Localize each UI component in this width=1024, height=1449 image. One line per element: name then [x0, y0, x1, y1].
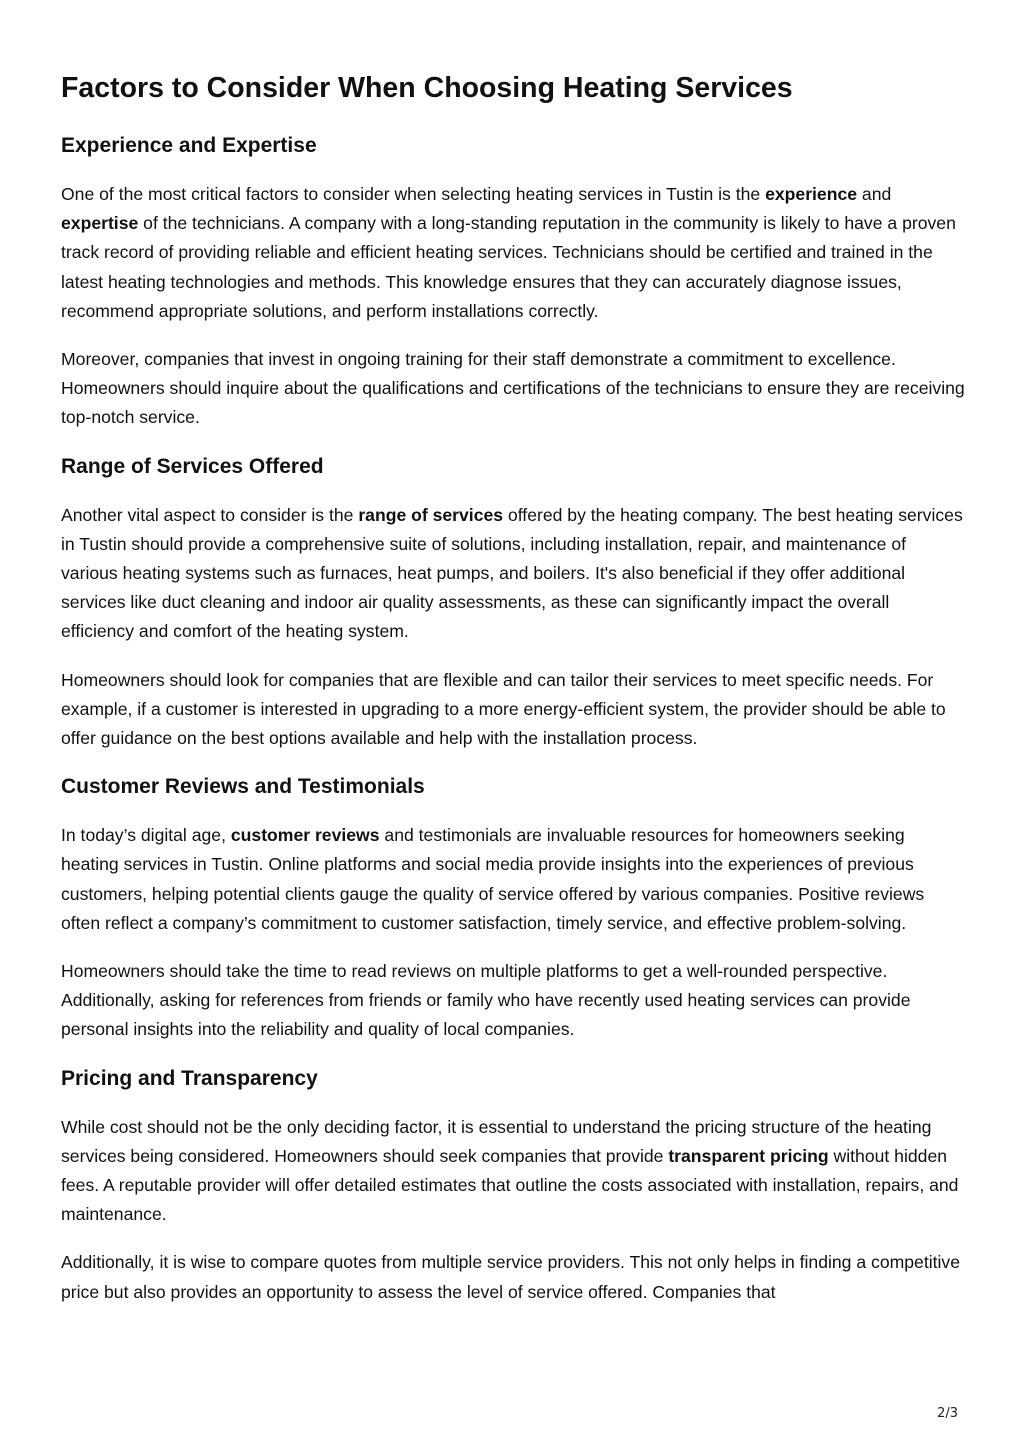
- paragraph: [61, 1113, 966, 1230]
- section-heading: Pricing and Transparency: [61, 1066, 318, 1090]
- bold-text: transparent pricing: [668, 1145, 829, 1166]
- text-run: and: [857, 184, 892, 204]
- paragraph: [61, 345, 966, 433]
- section: [61, 1064, 966, 1307]
- text-run: and testimonials are invaluable resources for homeowners seeking heating services in Tustin. Online platforms and social media provide insights into the experiences of previous customers, helping potential clients gauge the quality of service offered by various companies. Positive reviews often reflect a company’s commitment to customer satisfaction, timely service, and effective problem-solving.: [61, 825, 925, 933]
- bold-text: experience: [765, 184, 858, 204]
- paragraph: [61, 957, 966, 1045]
- text-run: Homeowners should take the time to read reviews on multiple platforms to get a well-rounded perspective. Additionally, asking for references from friends or family who have recently used heating services can provide personal insights into the reliability and quality of local companies.: [61, 961, 911, 1040]
- paragraph: [61, 1248, 966, 1306]
- text-run: of the technicians. A company with a long-standing reputation in the community is likely to have a proven track record of providing reliable and efficient heating services. Technicians should be certified and trained in the latest heating technologies and methods. This knowledge ensures that they can accurately diagnose issues, recommend appropriate solutions, and perform installations correctly.: [61, 213, 956, 321]
- text-run: Another vital aspect to consider is the: [61, 504, 359, 525]
- bold-text: expertise: [61, 213, 139, 234]
- document-title: Factors to Consider When Choosing Heating Services: [61, 72, 793, 104]
- text-run: Moreover, companies that invest in ongoing training for their staff demonstrate a commitment to excellence. Homeowners should inquire about the qualifications and certifications of the technicians to ensure they are receiving top-notch service.: [61, 349, 965, 428]
- section: [61, 452, 966, 754]
- text-run: Homeowners should look for companies that are flexible and can tailor their services to meet specific needs. For example, if a customer is interested in upgrading to a more energy-efficient system, the provider should be able to offer guidance on the best options available and help with the installation process.: [61, 669, 946, 749]
- section: [61, 131, 966, 433]
- bold-text: customer reviews: [230, 825, 380, 846]
- paragraph: [61, 180, 966, 326]
- text-run: offered by the heating company. The best heating services in Tustin should provide a comprehensive suite of solutions, including installation, repair, and maintenance of various heating systems such as furnaces, heat pumps, and boilers. It's also beneficial if they offer additional services like duct cleaning and indoor air quality assessments, as these can significantly impact the overall efficiency and comfort of the heating system.: [61, 504, 963, 642]
- text-run: Additionally, it is wise to compare quotes from multiple service providers. This not only helps in finding a competitive price but also provides an opportunity to assess the level of service offered. Companies that: [61, 1252, 960, 1302]
- section: [61, 772, 966, 1044]
- paragraph: [61, 666, 966, 754]
- document-page: [61, 68, 966, 1326]
- section-heading: Range of Services Offered: [61, 454, 324, 478]
- bold-text: range of services: [358, 504, 504, 525]
- text-run: One of the most critical factors to consider when selecting heating services in Tustin is the: [61, 184, 766, 204]
- text-run: without hidden fees. A reputable provider will offer detailed estimates that outline the costs associated with installation, repairs, and maintenance.: [61, 1145, 959, 1225]
- text-run: In today’s digital age,: [61, 825, 231, 846]
- section-heading: Experience and Expertise: [61, 134, 317, 157]
- section-heading: Customer Reviews and Testimonials: [61, 775, 425, 799]
- document-body: [61, 131, 966, 1307]
- text-run: While cost should not be the only deciding factor, it is essential to understand the pricing structure of the heating services being considered. Homeowners should seek companies that provide: [61, 1116, 932, 1166]
- paragraph: [61, 501, 966, 647]
- paragraph: [61, 821, 966, 938]
- page-number: 2/3: [937, 1406, 958, 1421]
